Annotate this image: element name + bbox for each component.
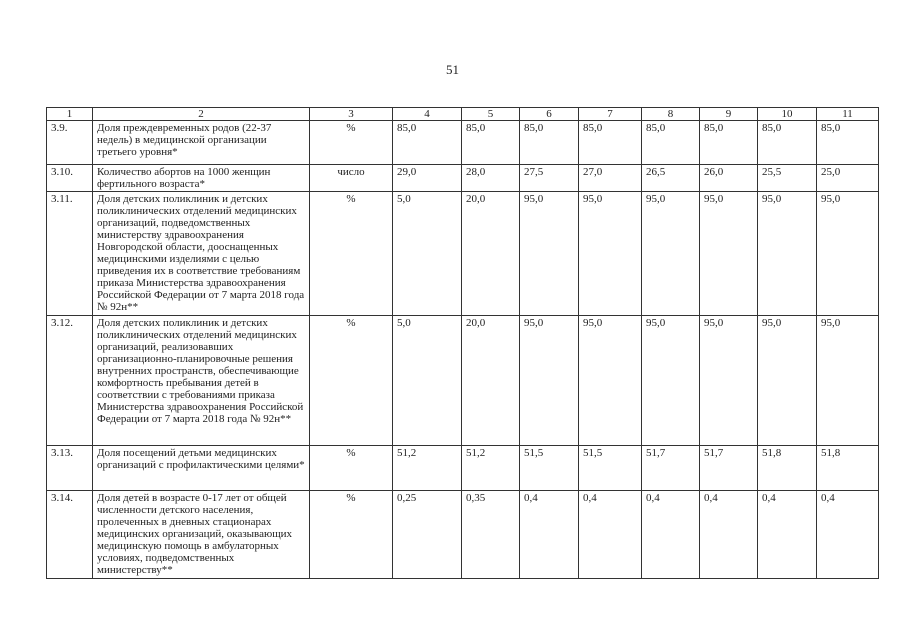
value-cell: 0,4 [642,491,700,579]
row-number: 3.11. [47,192,93,316]
value-cell: 95,0 [642,192,700,316]
value-cell: 85,0 [642,121,700,165]
value-cell: 27,0 [579,165,642,192]
value-cell: 0,4 [579,491,642,579]
value-cell: 95,0 [579,192,642,316]
value-cell: 25,0 [817,165,879,192]
value-cell: 85,0 [579,121,642,165]
table-row [47,165,879,192]
indicator-name: Доля преждевременных родов (22-37 недель) в медицинской организации третьего уровня* [93,121,310,165]
row-number: 3.12. [47,316,93,446]
row-number: 3.10. [47,165,93,192]
value-cell: 26,5 [642,165,700,192]
value-cell: 95,0 [700,316,758,446]
table-row [47,446,879,491]
indicator-name: Доля детских поликлиник и детских поликлинических отделений медицинских организаций, подведомственных министерству здравоохранения Новгородской области, дооснащенных медицинскими изделиями с целью приведения их в соответствие требованиям приказа Министерства здравоохранения Российской Федерации от 7 марта 2018 года № 92н** [93,192,310,316]
unit-cell: % [310,192,393,316]
column-number: 5 [462,108,520,121]
value-cell: 95,0 [579,316,642,446]
indicators-table [46,107,879,579]
value-cell: 95,0 [700,192,758,316]
value-cell: 95,0 [817,316,879,446]
column-number: 3 [310,108,393,121]
indicator-name: Доля детей в возрасте 0-17 лет от общей численности детского населения, пролеченных в дневных стационарах медицинских организаций, оказывающих медицинскую помощь в амбулаторных условиях, подведомственных министерству** [93,491,310,579]
value-cell: 85,0 [817,121,879,165]
table-row [47,192,879,316]
value-cell: 85,0 [520,121,579,165]
column-number: 10 [758,108,817,121]
row-number: 3.13. [47,446,93,491]
table-row [47,316,879,446]
column-number: 6 [520,108,579,121]
value-cell: 95,0 [520,316,579,446]
column-number: 4 [393,108,462,121]
value-cell: 28,0 [462,165,520,192]
value-cell: 51,5 [520,446,579,491]
value-cell: 85,0 [700,121,758,165]
value-cell: 51,8 [817,446,879,491]
value-cell: 95,0 [817,192,879,316]
value-cell: 95,0 [758,192,817,316]
value-cell: 25,5 [758,165,817,192]
value-cell: 85,0 [462,121,520,165]
unit-cell: % [310,316,393,446]
indicator-name: Доля посещений детьми медицинских организаций с профилактическими целями* [93,446,310,491]
value-cell: 51,2 [462,446,520,491]
value-cell: 20,0 [462,192,520,316]
value-cell: 95,0 [642,316,700,446]
value-cell: 0,4 [520,491,579,579]
row-number: 3.14. [47,491,93,579]
table-header-row [47,108,879,121]
value-cell: 0,35 [462,491,520,579]
unit-cell: % [310,446,393,491]
value-cell: 0,4 [817,491,879,579]
value-cell: 5,0 [393,316,462,446]
value-cell: 51,2 [393,446,462,491]
value-cell: 51,7 [700,446,758,491]
value-cell: 95,0 [520,192,579,316]
value-cell: 0,4 [758,491,817,579]
value-cell: 51,7 [642,446,700,491]
value-cell: 26,0 [700,165,758,192]
value-cell: 51,8 [758,446,817,491]
unit-cell: число [310,165,393,192]
indicator-name: Доля детских поликлиник и детских поликлинических отделений медицинских организаций, реализовавших организационно-планировочные решения внутренних пространств, обеспечивающие комфортность пребывания детей в соответствии с требованиями приказа Министерства здравоохранения Российской Федерации от 7 марта 2018 года № 92н** [93,316,310,446]
column-number: 1 [47,108,93,121]
value-cell: 95,0 [758,316,817,446]
indicator-name: Количество абортов на 1000 женщин фертильного возраста* [93,165,310,192]
value-cell: 0,4 [700,491,758,579]
value-cell: 51,5 [579,446,642,491]
value-cell: 85,0 [758,121,817,165]
column-number: 7 [579,108,642,121]
value-cell: 0,25 [393,491,462,579]
value-cell: 20,0 [462,316,520,446]
unit-cell: % [310,121,393,165]
column-number: 8 [642,108,700,121]
row-number: 3.9. [47,121,93,165]
value-cell: 27,5 [520,165,579,192]
unit-cell: % [310,491,393,579]
value-cell: 5,0 [393,192,462,316]
column-number: 11 [817,108,879,121]
value-cell: 29,0 [393,165,462,192]
value-cell: 85,0 [393,121,462,165]
table-row [47,121,879,165]
column-number: 2 [93,108,310,121]
page-number: 51 [446,62,459,77]
column-number: 9 [700,108,758,121]
table-row [47,491,879,579]
